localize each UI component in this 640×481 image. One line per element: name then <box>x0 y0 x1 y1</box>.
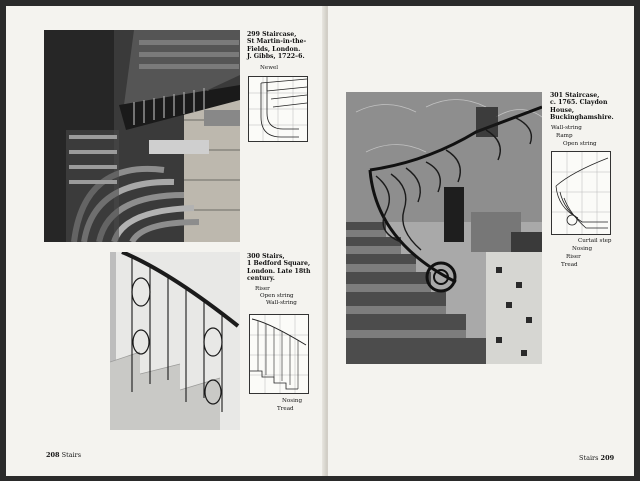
diagram-stair-parts <box>249 314 309 394</box>
diagram-newel <box>248 76 308 142</box>
page-number-left: 208 <box>46 451 60 459</box>
photo-staircase-st-martin <box>44 30 240 242</box>
section-title-right: Stairs <box>579 454 599 462</box>
label-open-string-301: Open string <box>563 141 597 147</box>
caption-300: 300 Stairs, 1 Bedford Square, London. Late 18th century. <box>247 253 311 283</box>
label-nosing-301: Nosing <box>572 246 593 252</box>
photo-stairs-bedford-square <box>110 252 240 430</box>
photo-staircase-claydon-house <box>346 92 542 364</box>
folio-right <box>579 454 614 462</box>
label-tread-301: Tread <box>561 262 578 268</box>
label-ramp: Ramp <box>556 133 573 139</box>
label-open-string: Open string <box>260 293 294 299</box>
page-number-right: 209 <box>600 454 615 462</box>
caption-299: 299 Staircase, St Martin-in-the- Fields, London. J. Gibbs, 1722–6. <box>247 31 307 61</box>
label-nosing: Nosing <box>282 398 303 404</box>
diagram-curtail-step <box>551 151 611 235</box>
section-title-left: Stairs <box>61 451 82 459</box>
label-riser-301: Riser <box>566 254 581 260</box>
label-tread: Tread <box>277 406 294 412</box>
caption-301: 301 Staircase, c. 1765. Claydon House, Buckinghamshire. <box>550 92 614 122</box>
folio-left <box>46 451 81 459</box>
label-wall-string: Wall-string <box>266 300 297 306</box>
label-curtail-step: Curtail step <box>578 238 612 244</box>
label-wall-string-301: Wall-string <box>551 125 582 131</box>
label-riser: Riser <box>255 286 270 292</box>
label-newel: Newel <box>260 65 279 71</box>
